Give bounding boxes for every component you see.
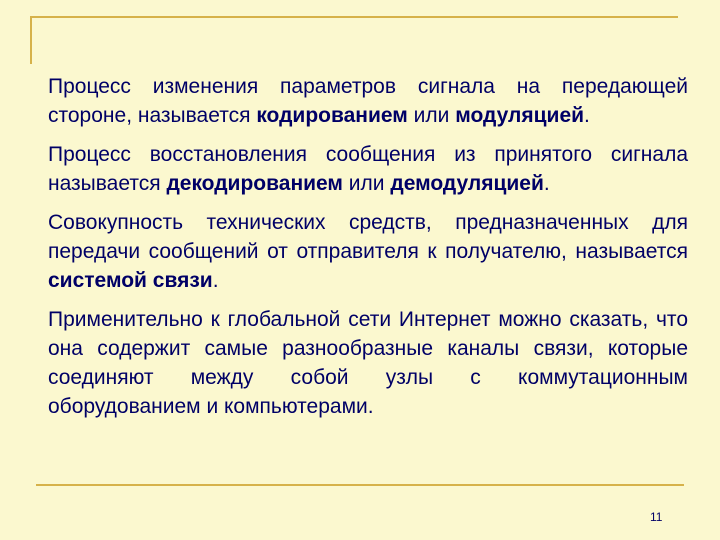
term-communication-system: системой связи — [48, 269, 213, 292]
top-decorative-rule — [30, 16, 678, 18]
text-fragment: Процесс изменения параметров сигнала на передающей стороне, называется — [48, 75, 688, 127]
term-demodulation: демодуляцией — [390, 172, 544, 195]
text-fragment: Совокупность технических средств, предназначенных для передачи сообщений от отправителя к получателю, называется — [48, 211, 688, 263]
text-fragment: . — [543, 172, 550, 195]
term-encoding: кодированием — [256, 104, 408, 127]
term-decoding: декодированием — [166, 172, 343, 195]
term-modulation: модуляцией — [455, 104, 585, 127]
paragraph-internet — [48, 305, 688, 421]
paragraph-communication-system — [48, 208, 688, 295]
slide-body — [48, 72, 688, 431]
left-decorative-rule — [30, 16, 32, 64]
paragraph-encoding — [48, 72, 688, 130]
text-fragment: . — [212, 269, 219, 292]
bottom-decorative-rule — [36, 484, 684, 486]
text-fragment: . — [584, 104, 590, 127]
text-fragment: или — [407, 104, 456, 127]
text-fragment: Процесс восстановления сообщения из принятого сигнала называется — [48, 143, 688, 195]
text-fragment: или — [342, 172, 391, 195]
page-number: 11 — [650, 510, 663, 524]
text-fragment: Применительно к глобальной сети Интернет можно сказать, что она содержит самые разнообразные каналы связи, которые соединяют между собой узлы с коммутационным оборудованием и компьютерами. — [48, 308, 688, 418]
paragraph-decoding — [48, 140, 688, 198]
